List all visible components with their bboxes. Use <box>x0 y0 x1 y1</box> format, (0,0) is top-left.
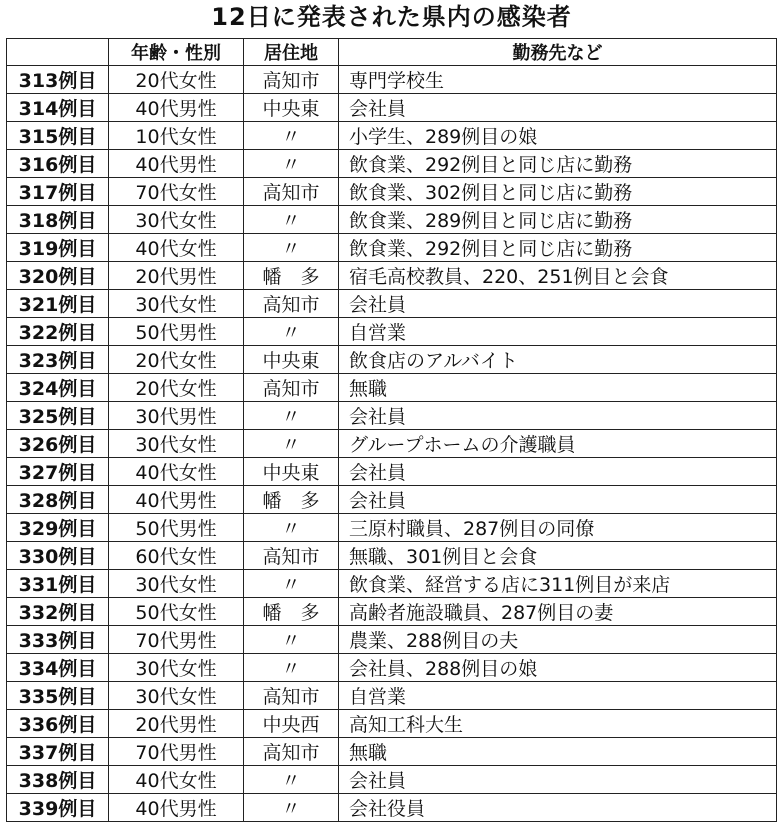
table-row <box>7 346 777 374</box>
table-row <box>7 458 777 486</box>
workplace-cell: 自営業 <box>339 682 777 710</box>
header-row <box>7 39 777 66</box>
table-row <box>7 598 777 626</box>
age-gender-cell: 30代女性 <box>109 654 244 682</box>
workplace-cell: 飲食業、292例目と同じ店に勤務 <box>339 150 777 178</box>
residence-cell: 高知市 <box>244 542 339 570</box>
case-number-cell: 324例目 <box>7 374 109 402</box>
header-age-gender: 年齢・性別 <box>109 39 244 66</box>
residence-cell: 幡 多 <box>244 598 339 626</box>
workplace-cell: 高知工科大生 <box>339 710 777 738</box>
table-row <box>7 402 777 430</box>
workplace-cell: 三原村職員、287例目の同僚 <box>339 514 777 542</box>
case-number-cell: 332例目 <box>7 598 109 626</box>
table-row <box>7 710 777 738</box>
residence-cell: 〃 <box>244 234 339 262</box>
table-row <box>7 262 777 290</box>
age-gender-cell: 20代女性 <box>109 346 244 374</box>
age-gender-cell: 70代女性 <box>109 178 244 206</box>
table-row <box>7 178 777 206</box>
case-number-cell: 326例目 <box>7 430 109 458</box>
residence-cell: 高知市 <box>244 374 339 402</box>
age-gender-cell: 50代男性 <box>109 514 244 542</box>
case-number-cell: 317例目 <box>7 178 109 206</box>
residence-cell: 〃 <box>244 794 339 822</box>
cases-table <box>6 38 777 822</box>
workplace-cell: 会社員 <box>339 94 777 122</box>
age-gender-cell: 30代女性 <box>109 430 244 458</box>
case-number-cell: 315例目 <box>7 122 109 150</box>
case-number-cell: 314例目 <box>7 94 109 122</box>
residence-cell: 中央東 <box>244 458 339 486</box>
table-row <box>7 66 777 94</box>
age-gender-cell: 50代女性 <box>109 598 244 626</box>
residence-cell: 中央西 <box>244 710 339 738</box>
table-row <box>7 150 777 178</box>
residence-cell: 〃 <box>244 402 339 430</box>
case-number-cell: 323例目 <box>7 346 109 374</box>
workplace-cell: 飲食業、289例目と同じ店に勤務 <box>339 206 777 234</box>
workplace-cell: 宿毛高校教員、220、251例目と会食 <box>339 262 777 290</box>
workplace-cell: グループホームの介護職員 <box>339 430 777 458</box>
workplace-cell: 会社員 <box>339 402 777 430</box>
table-row <box>7 542 777 570</box>
header-workplace: 勤務先など <box>339 39 777 66</box>
case-number-cell: 335例目 <box>7 682 109 710</box>
workplace-cell: 飲食店のアルバイト <box>339 346 777 374</box>
case-number-cell: 319例目 <box>7 234 109 262</box>
table-row <box>7 626 777 654</box>
workplace-cell: 会社役員 <box>339 794 777 822</box>
age-gender-cell: 50代男性 <box>109 318 244 346</box>
age-gender-cell: 40代男性 <box>109 486 244 514</box>
table-row <box>7 122 777 150</box>
table-title: 12日に発表された県内の感染者 <box>211 3 572 31</box>
residence-cell: 中央東 <box>244 346 339 374</box>
table-row <box>7 654 777 682</box>
residence-cell: 〃 <box>244 206 339 234</box>
age-gender-cell: 40代男性 <box>109 150 244 178</box>
table-row <box>7 766 777 794</box>
table-row <box>7 318 777 346</box>
workplace-cell: 専門学校生 <box>339 66 777 94</box>
age-gender-cell: 40代女性 <box>109 458 244 486</box>
residence-cell: 〃 <box>244 766 339 794</box>
case-number-cell: 316例目 <box>7 150 109 178</box>
residence-cell: 幡 多 <box>244 486 339 514</box>
case-number-cell: 336例目 <box>7 710 109 738</box>
workplace-cell: 農業、288例目の夫 <box>339 626 777 654</box>
residence-cell: 〃 <box>244 626 339 654</box>
table-row <box>7 290 777 318</box>
case-number-cell: 321例目 <box>7 290 109 318</box>
case-number-cell: 329例目 <box>7 514 109 542</box>
workplace-cell: 飲食業、292例目と同じ店に勤務 <box>339 234 777 262</box>
table-row <box>7 514 777 542</box>
table-row <box>7 234 777 262</box>
workplace-cell: 飲食業、302例目と同じ店に勤務 <box>339 178 777 206</box>
residence-cell: 〃 <box>244 514 339 542</box>
header-residence: 居住地 <box>244 39 339 66</box>
age-gender-cell: 30代女性 <box>109 206 244 234</box>
age-gender-cell: 20代男性 <box>109 262 244 290</box>
table-row <box>7 570 777 598</box>
case-number-cell: 327例目 <box>7 458 109 486</box>
case-number-cell: 337例目 <box>7 738 109 766</box>
workplace-cell: 会社員、288例目の娘 <box>339 654 777 682</box>
header-case-number <box>7 39 109 66</box>
age-gender-cell: 30代男性 <box>109 402 244 430</box>
workplace-cell: 会社員 <box>339 486 777 514</box>
case-number-cell: 339例目 <box>7 794 109 822</box>
age-gender-cell: 10代女性 <box>109 122 244 150</box>
age-gender-cell: 70代男性 <box>109 738 244 766</box>
workplace-cell: 無職 <box>339 738 777 766</box>
residence-cell: 高知市 <box>244 66 339 94</box>
age-gender-cell: 30代女性 <box>109 570 244 598</box>
workplace-cell: 飲食業、経営する店に311例目が来店 <box>339 570 777 598</box>
age-gender-cell: 40代男性 <box>109 94 244 122</box>
table-row <box>7 794 777 822</box>
residence-cell: 中央東 <box>244 94 339 122</box>
case-number-cell: 330例目 <box>7 542 109 570</box>
table-row <box>7 94 777 122</box>
case-number-cell: 313例目 <box>7 66 109 94</box>
case-number-cell: 318例目 <box>7 206 109 234</box>
case-number-cell: 325例目 <box>7 402 109 430</box>
workplace-cell: 会社員 <box>339 290 777 318</box>
residence-cell: 〃 <box>244 122 339 150</box>
case-number-cell: 331例目 <box>7 570 109 598</box>
age-gender-cell: 20代女性 <box>109 374 244 402</box>
workplace-cell: 小学生、289例目の娘 <box>339 122 777 150</box>
age-gender-cell: 30代女性 <box>109 290 244 318</box>
age-gender-cell: 30代女性 <box>109 682 244 710</box>
residence-cell: 〃 <box>244 654 339 682</box>
age-gender-cell: 40代女性 <box>109 234 244 262</box>
age-gender-cell: 60代女性 <box>109 542 244 570</box>
residence-cell: 〃 <box>244 318 339 346</box>
age-gender-cell: 20代女性 <box>109 66 244 94</box>
workplace-cell: 会社員 <box>339 458 777 486</box>
workplace-cell: 高齢者施設職員、287例目の妻 <box>339 598 777 626</box>
table-row <box>7 738 777 766</box>
residence-cell: 〃 <box>244 430 339 458</box>
table-row <box>7 430 777 458</box>
case-number-cell: 328例目 <box>7 486 109 514</box>
workplace-cell: 会社員 <box>339 766 777 794</box>
residence-cell: 高知市 <box>244 738 339 766</box>
case-number-cell: 333例目 <box>7 626 109 654</box>
workplace-cell: 無職、301例目と会食 <box>339 542 777 570</box>
age-gender-cell: 40代男性 <box>109 794 244 822</box>
table-row <box>7 206 777 234</box>
workplace-cell: 自営業 <box>339 318 777 346</box>
case-number-cell: 334例目 <box>7 654 109 682</box>
case-number-cell: 320例目 <box>7 262 109 290</box>
residence-cell: 高知市 <box>244 178 339 206</box>
case-number-cell: 322例目 <box>7 318 109 346</box>
residence-cell: 幡 多 <box>244 262 339 290</box>
residence-cell: 高知市 <box>244 682 339 710</box>
case-number-cell: 338例目 <box>7 766 109 794</box>
residence-cell: 〃 <box>244 570 339 598</box>
workplace-cell: 無職 <box>339 374 777 402</box>
table-row <box>7 486 777 514</box>
age-gender-cell: 40代女性 <box>109 766 244 794</box>
age-gender-cell: 20代男性 <box>109 710 244 738</box>
table-row <box>7 374 777 402</box>
residence-cell: 〃 <box>244 150 339 178</box>
age-gender-cell: 70代男性 <box>109 626 244 654</box>
residence-cell: 高知市 <box>244 290 339 318</box>
table-row <box>7 682 777 710</box>
